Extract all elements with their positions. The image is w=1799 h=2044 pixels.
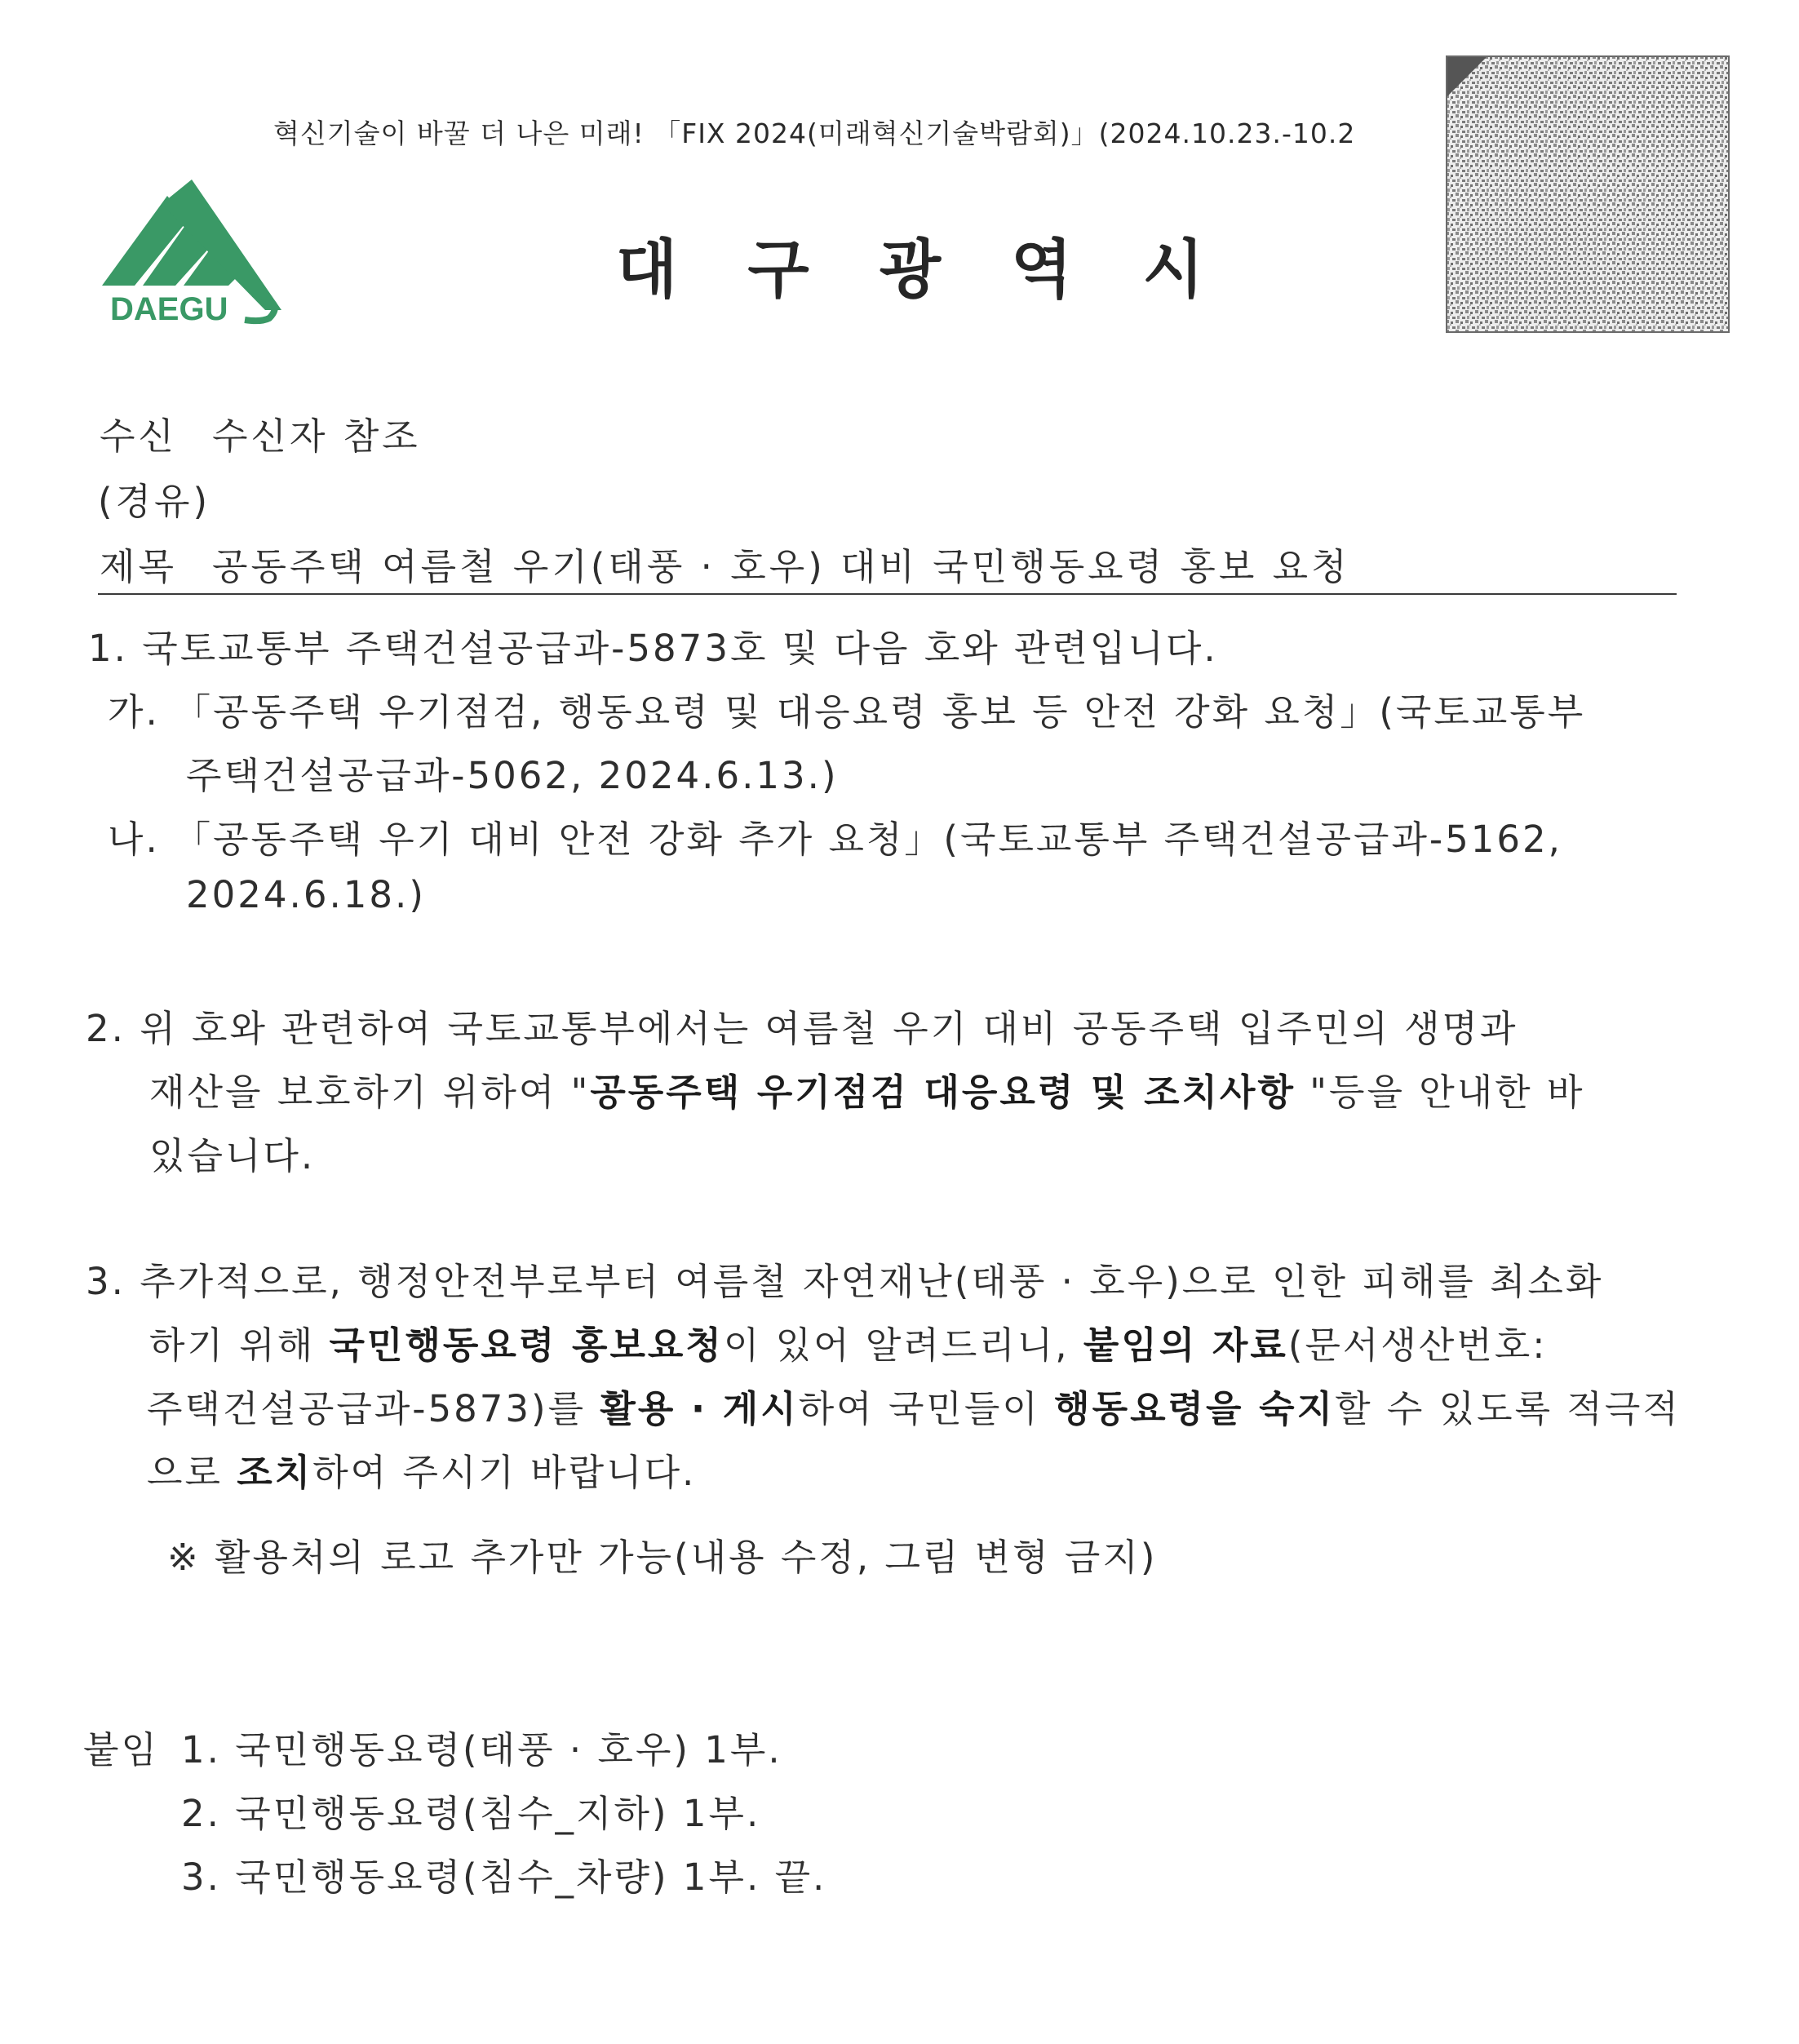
attachment-item-2: 2. 국민행동요령(침수_지하) 1부. (181, 1792, 761, 1835)
org-title: 대구광역시 (616, 233, 1274, 307)
daegu-logo (98, 180, 286, 326)
section3-line3-bold1: 활용 · 게시 (600, 1387, 799, 1430)
via-label: (경유) (98, 480, 211, 523)
subject-row (100, 537, 1350, 590)
section2-line2 (149, 1062, 1584, 1115)
section3-line2-text-a: 하기 위해 (149, 1324, 330, 1367)
section1-line1: 1. 국토교통부 주택건설공급과-5873호 및 다음 호와 관련입니다. (88, 627, 1218, 670)
section3-line3 (147, 1379, 1681, 1432)
section2-line2-bold: 공동주택 우기점검 대응요령 및 조치사항 (590, 1071, 1296, 1114)
section3-line3-text-a: 주택건설공급과-5873)를 (147, 1387, 600, 1430)
section3-line2-text-b: 이 있어 알려드리니, (723, 1324, 1083, 1367)
section2-line2-text-b: "등을 안내한 바 (1295, 1071, 1585, 1114)
attachments-label: 붙임 (83, 1728, 159, 1771)
subject-divider (98, 593, 1677, 595)
attachment-item-3: 3. 국민행동요령(침수_차량) 1부. 끝. (181, 1856, 827, 1899)
recipient-value: 수신자 참조 (212, 415, 421, 458)
section3-line4-bold: 조치 (237, 1451, 313, 1494)
section3-line3-text-b: 하여 국민들이 (798, 1387, 1055, 1430)
attachment-item-1: 1. 국민행동요령(태풍 · 호우) 1부. (181, 1728, 782, 1771)
recipient-row (100, 406, 421, 459)
section1-ga-line2: 주택건설공급과-5062, 2024.6.13.) (186, 754, 839, 797)
section1-na-line1: 나. 「공동주택 우기 대비 안전 강화 추가 요청」(국토교통부 주택건설공급과-5162, (108, 818, 1562, 861)
section3-note: ※ 활용처의 로고 추가만 가능(내용 수정, 그림 변형 금지) (167, 1536, 1158, 1579)
slogan-banner: 혁신기술이 바꿀 더 나은 미래! 「FIX 2024(미래혁신기술박람회)」(2024.10.23.-10.2 (273, 117, 1356, 149)
section3-line1: 3. 추가적으로, 행정안전부로부터 여름철 자연재난(태풍 · 호우)으로 인한 피해를 최소화 (86, 1260, 1604, 1303)
section3-line4-text-b: 하여 주시기 바랍니다. (312, 1451, 697, 1494)
section3-line2-bold1: 국민행동요령 홍보요청 (329, 1324, 724, 1367)
section2-line2-text-a: 재산을 보호하기 위하여 " (149, 1071, 591, 1114)
section3-line3-text-c: 할 수 있도록 적극적 (1335, 1387, 1681, 1430)
section3-line2 (149, 1315, 1547, 1368)
section1-ga-line1: 가. 「공동주택 우기점검, 행동요령 및 대응요령 홍보 등 안전 강화 요청」(국토교통부 (108, 690, 1586, 734)
section2-line3: 있습니다. (149, 1134, 316, 1177)
section3-line3-bold2: 행동요령을 숙지 (1054, 1387, 1336, 1430)
section3-line2-text-c: (문서생산번호: (1287, 1324, 1548, 1367)
subject-value: 공동주택 여름철 우기(태풍 · 호우) 대비 국민행동요령 홍보 요청 (212, 545, 1350, 588)
qr-code (1446, 55, 1730, 333)
subject-label: 제목 (100, 545, 177, 588)
section3-line4-text-a: 으로 (147, 1451, 237, 1494)
section3-line4 (147, 1443, 696, 1496)
recipient-label: 수신 (100, 415, 177, 458)
section3-line2-bold2: 붙임의 자료 (1083, 1324, 1288, 1367)
section2-line1: 2. 위 호와 관련하여 국토교통부에서는 여름철 우기 대비 공동주택 입주민의 생명과 (86, 1007, 1518, 1050)
section1-na-line2: 2024.6.18.) (186, 873, 426, 916)
logo-text: DAEGU (110, 291, 228, 326)
